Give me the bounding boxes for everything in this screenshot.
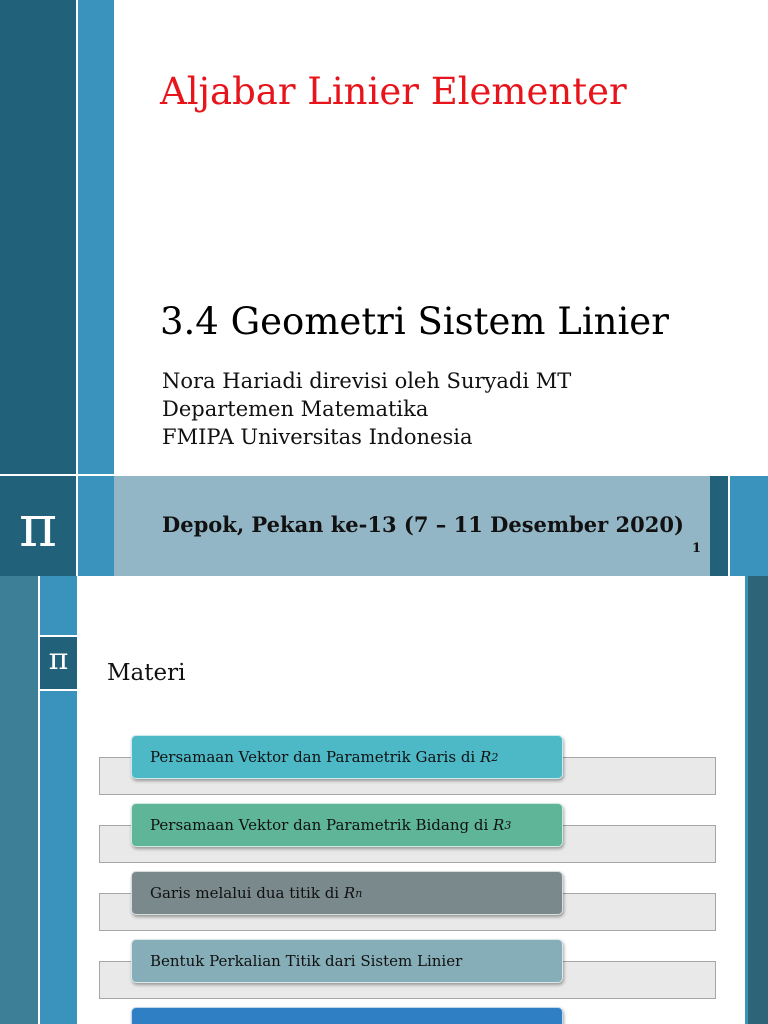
item-vector-plane[interactable] bbox=[131, 803, 563, 847]
item-sup: 2 bbox=[491, 750, 499, 764]
date-location: Depok, Pekan ke-13 (7 – 11 Desember 2020) bbox=[162, 512, 684, 537]
item-line-two-points[interactable] bbox=[131, 871, 563, 915]
item-dot-product-form[interactable] bbox=[131, 939, 563, 983]
left-band-dark bbox=[0, 0, 76, 474]
item-sup: n bbox=[355, 886, 363, 900]
left-band-dark bbox=[0, 576, 38, 1024]
item-var: R bbox=[343, 884, 356, 902]
item-label: Persamaan Vektor dan Parametrik Bidang di bbox=[150, 816, 489, 834]
item-sup: 3 bbox=[504, 818, 512, 832]
footer-band-right-dark bbox=[710, 476, 728, 576]
footer-band-right-light bbox=[730, 476, 768, 576]
content-slide bbox=[0, 576, 768, 1024]
department-line: Departemen Matematika bbox=[162, 397, 429, 421]
right-band-dark bbox=[748, 576, 768, 1024]
author-line: Nora Hariadi direvisi oleh Suryadi MT bbox=[162, 369, 572, 393]
item-label: Persamaan Vektor dan Parametrik Garis di bbox=[150, 748, 476, 766]
author-block bbox=[162, 367, 571, 451]
item-label: Bentuk Perkalian Titik dari Sistem Linier bbox=[150, 952, 463, 970]
item-var: R bbox=[493, 816, 505, 834]
footer-band-left bbox=[78, 476, 114, 576]
pi-icon: π bbox=[48, 642, 69, 677]
item-var: R bbox=[480, 748, 492, 766]
slide-title: Aljabar Linier Elementer bbox=[160, 70, 627, 113]
logo-bottom-separator bbox=[40, 689, 77, 691]
item-vector-line[interactable] bbox=[131, 735, 563, 779]
left-band-light bbox=[78, 0, 114, 474]
item-label: Garis melalui dua titik di bbox=[150, 884, 340, 902]
slide-subtitle: 3.4 Geometri Sistem Linier bbox=[160, 300, 669, 343]
pi-icon: π bbox=[18, 492, 58, 560]
faculty-line: FMIPA Universitas Indonesia bbox=[162, 425, 473, 449]
page-number: 1 bbox=[692, 541, 702, 556]
section-heading: Materi bbox=[107, 660, 186, 686]
item-truncated[interactable] bbox=[131, 1007, 563, 1024]
